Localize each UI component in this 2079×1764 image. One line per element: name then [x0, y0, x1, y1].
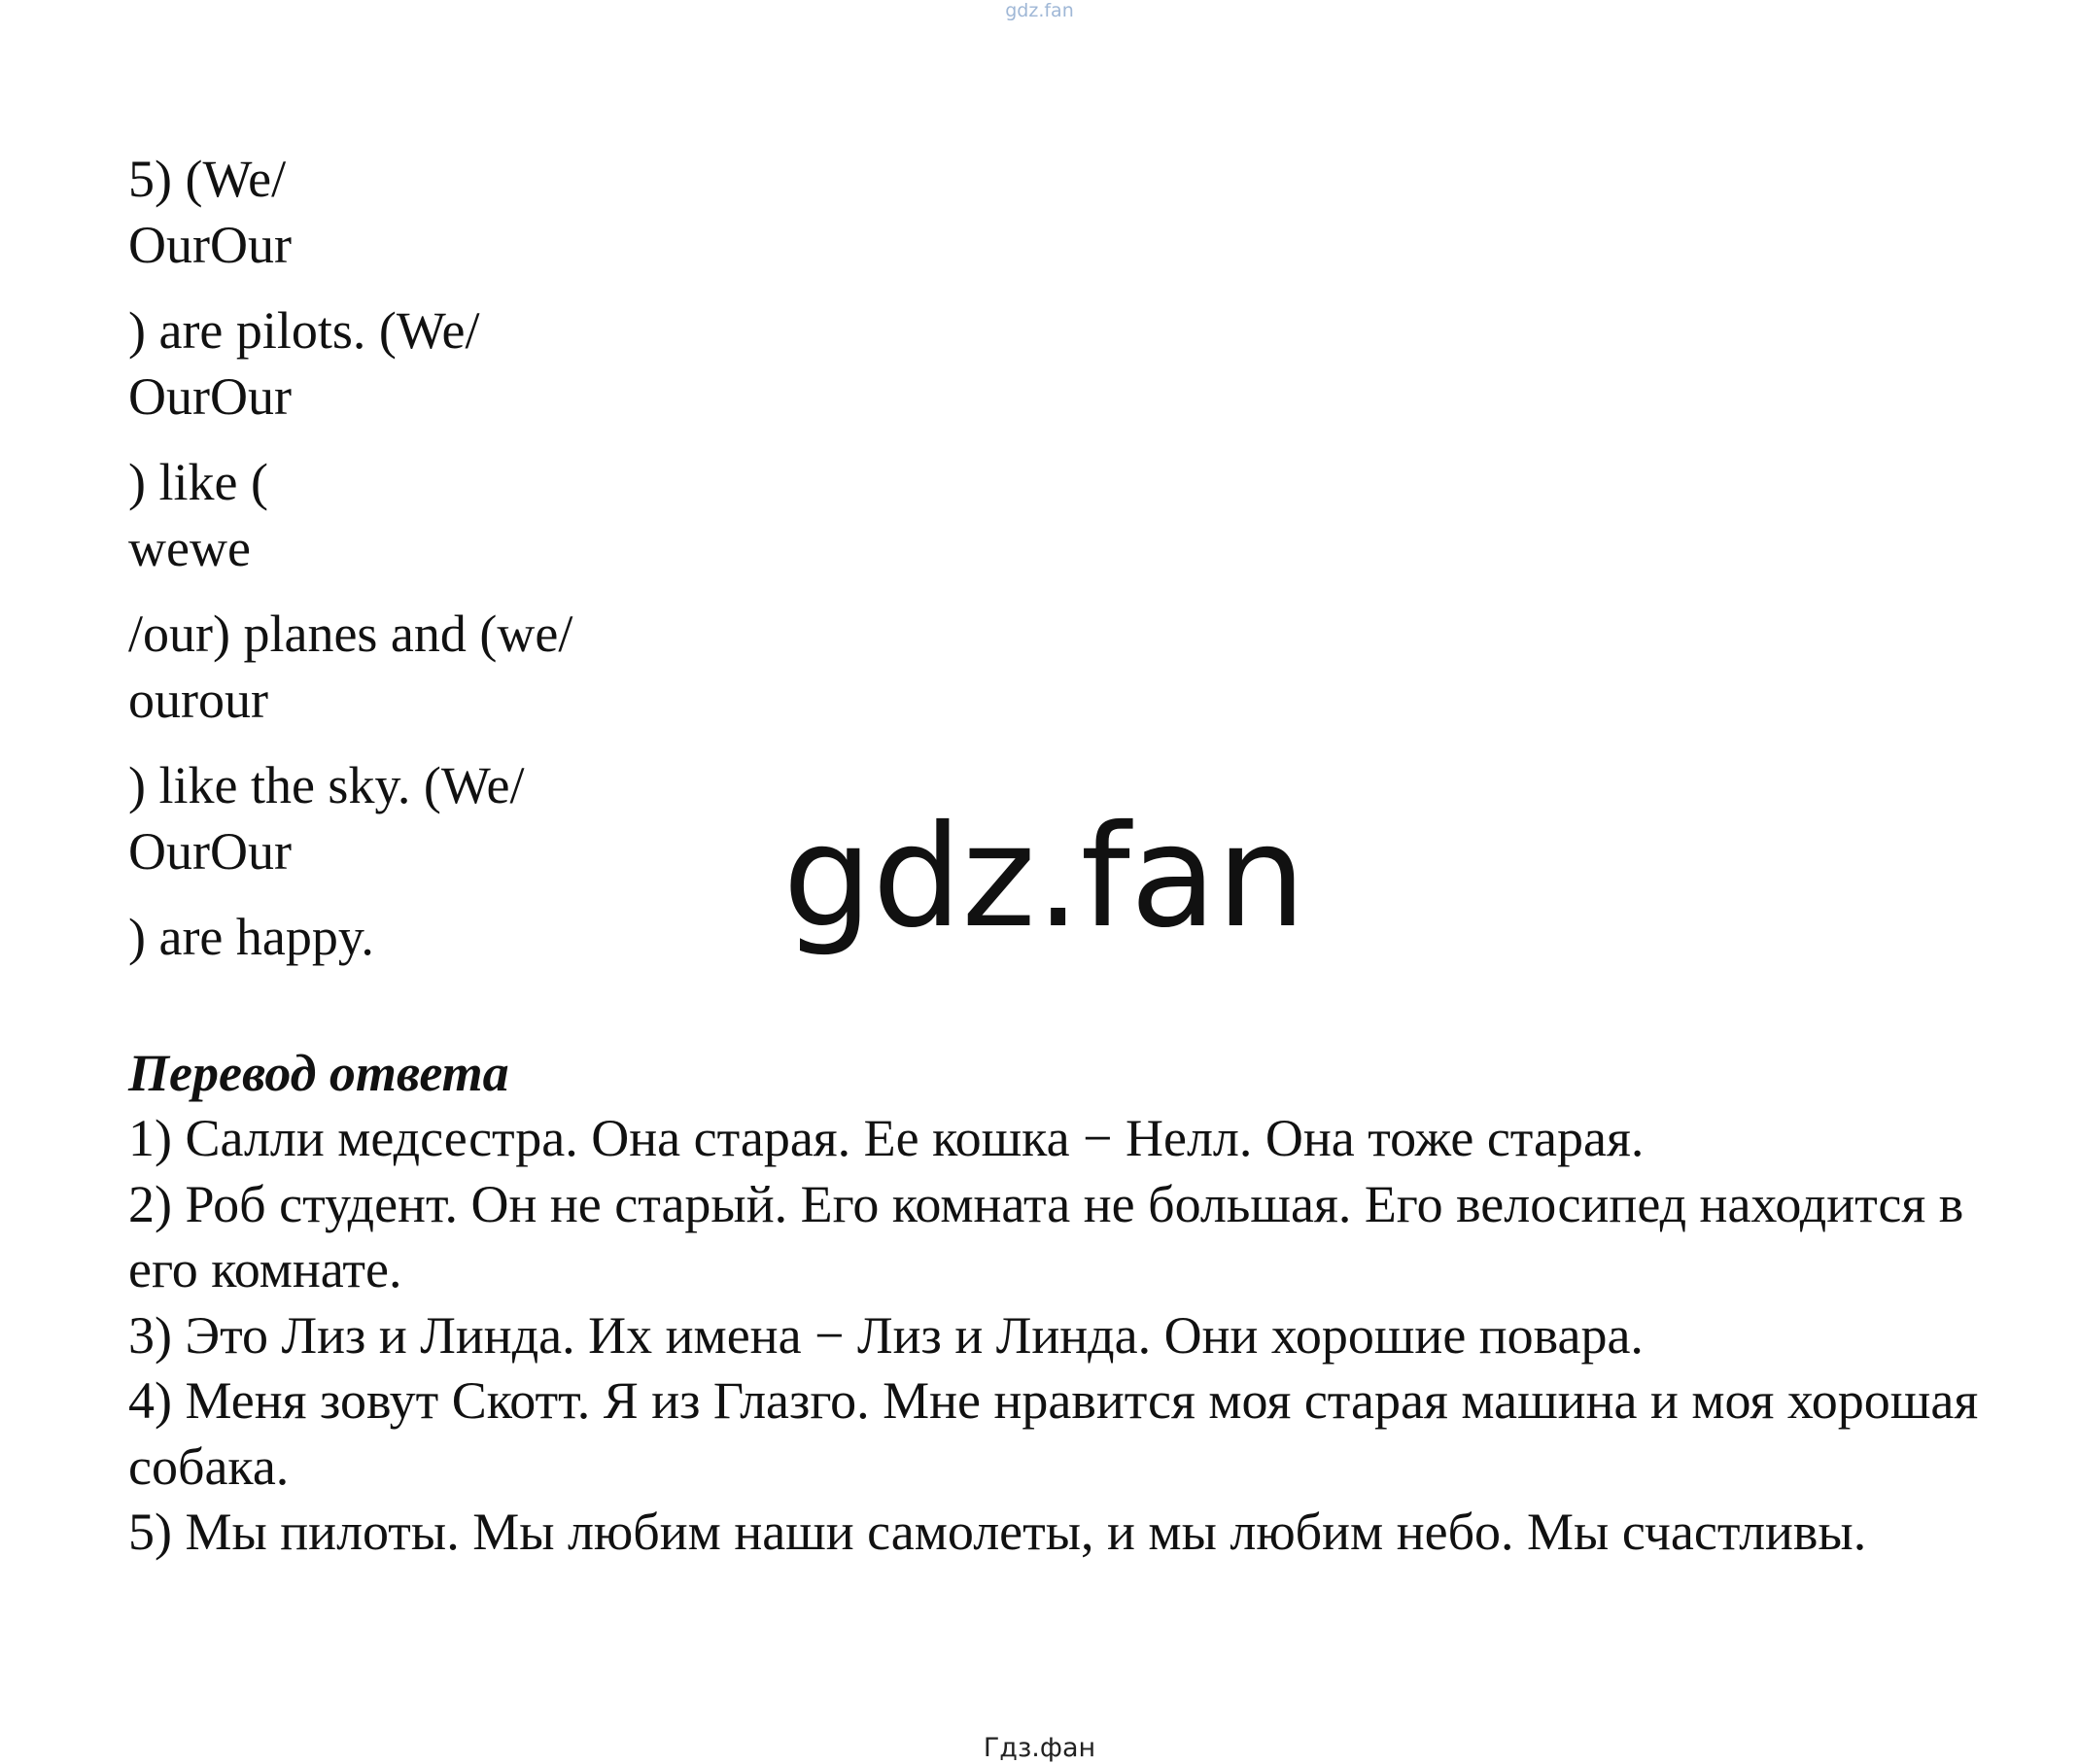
- translation-item: 3) Это Лиз и Линда. Их имена − Лиз и Линда. Они хорошие повара.: [128, 1305, 1644, 1365]
- translation-item: 5) Мы пилоты. Мы любим наши самолеты, и мы любим небо. Мы счастливы.: [128, 1503, 1867, 1561]
- exercise-line: ) like the sky. (We/: [128, 756, 525, 814]
- translation-item: 1) Салли медсестра. Она старая. Ее кошка − Нелл. Она тоже старая.: [128, 1109, 1645, 1167]
- top-watermark: gdz.fan: [1005, 0, 1074, 21]
- exercise-line: OurOur: [128, 822, 292, 881]
- exercise-line: ) are happy.: [128, 908, 374, 966]
- exercise-line: ourour: [128, 671, 268, 729]
- exercise-line: OurOur: [128, 216, 292, 274]
- center-watermark: gdz.fan: [782, 795, 1306, 959]
- translation-item: 2) Роб студент. Он не старый. Его комната не большая. Его велосипед находится в его комнате.: [128, 1174, 1964, 1298]
- translation-item: 4) Меня зовут Скотт. Я из Глазго. Мне нравится моя старая машина и моя хорошая собака.: [128, 1371, 1979, 1496]
- exercise-line: ) are pilots. (We/: [128, 301, 480, 360]
- exercise-line: 5) (We/: [128, 150, 287, 208]
- exercise-line: OurOur: [128, 367, 292, 426]
- translation-block: [128, 1040, 2033, 1566]
- exercise-line: /our) planes and (we/: [128, 605, 573, 663]
- footer-watermark: Гдз.фан: [983, 1733, 1096, 1763]
- translation-heading: Перевод ответа: [128, 1044, 509, 1102]
- exercise-line: wewe: [128, 519, 251, 577]
- exercise-line: ) like (: [128, 453, 268, 511]
